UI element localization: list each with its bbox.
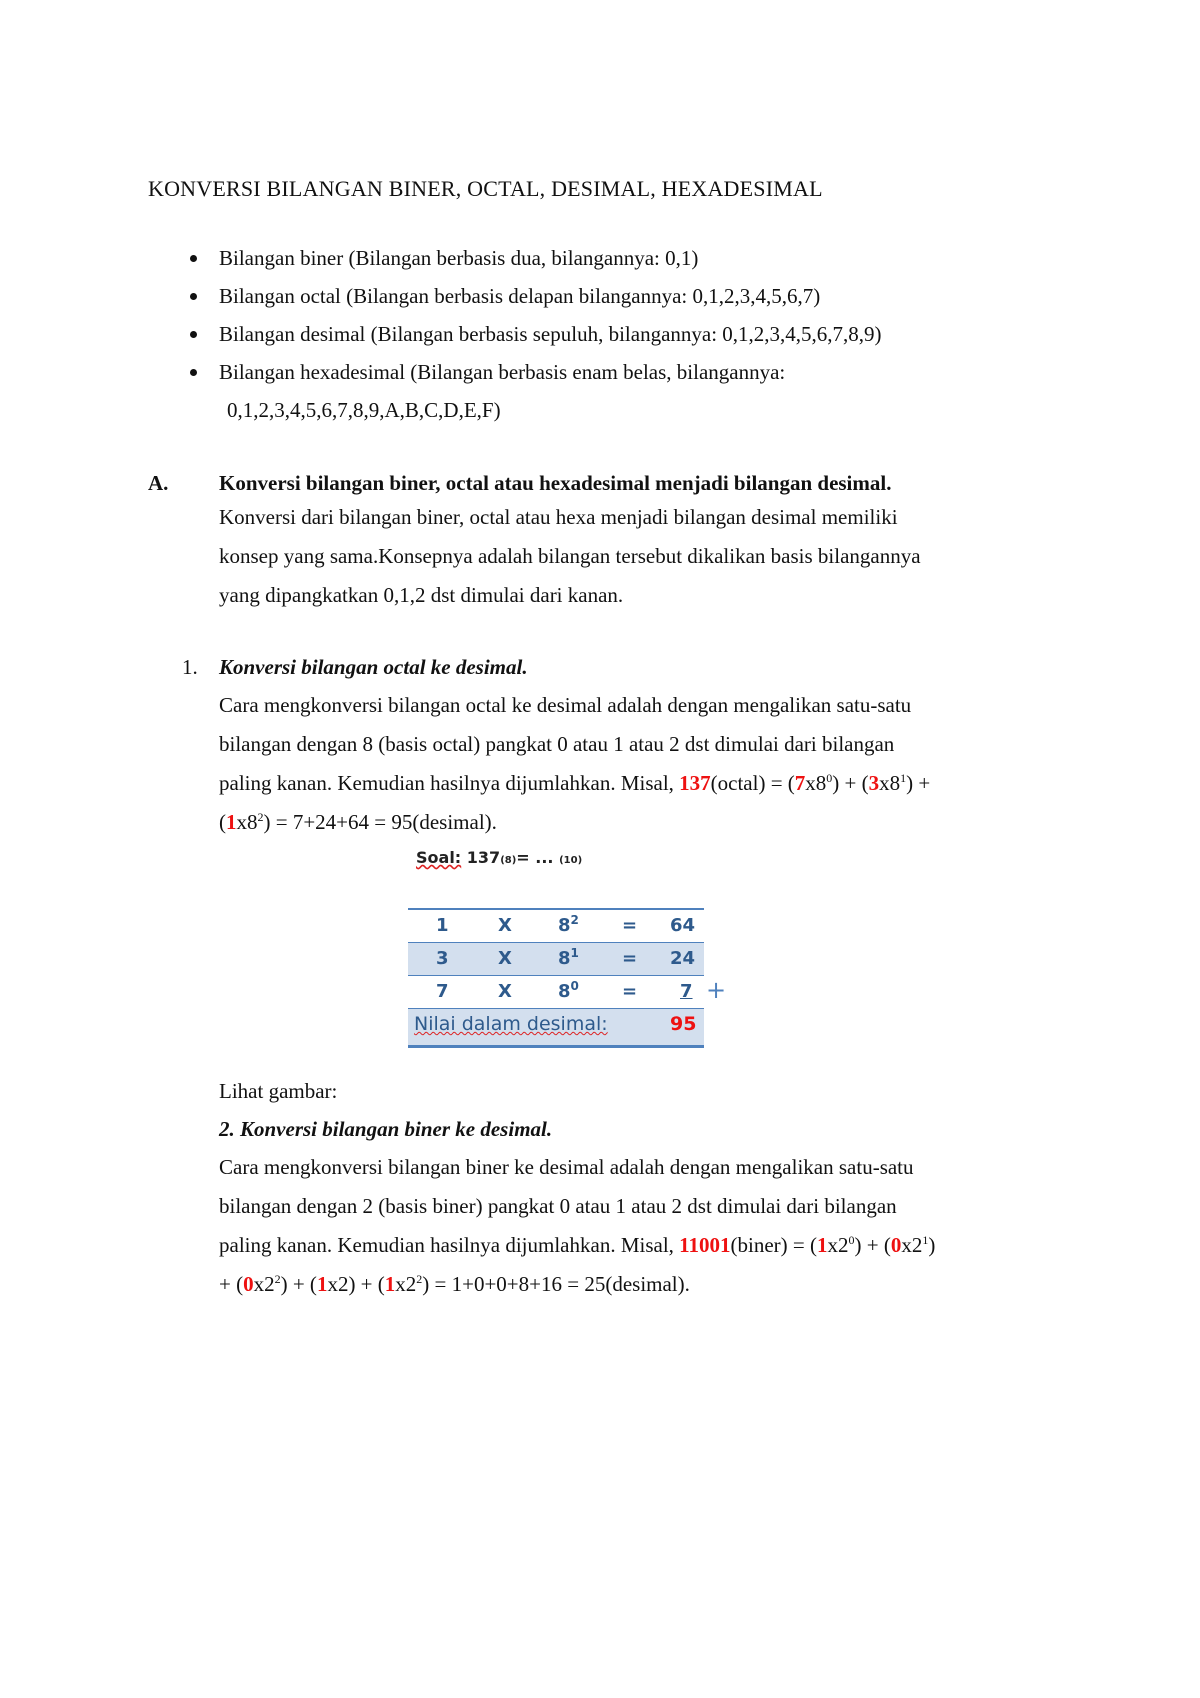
paragraph-line: bilangan dengan 2 (basis biner) pangkat 0 atau 1 atau 2 dst dimulai dari bilangan (219, 1194, 897, 1218)
paragraph-line: Cara mengkonversi bilangan octal ke desimal adalah dengan mengalikan satu-satu (219, 693, 912, 717)
total-row (408, 1008, 704, 1046)
conversion-table (408, 908, 727, 1048)
paragraph-line: Cara mengkonversi bilangan biner ke desimal adalah dengan mengalikan satu-satu (219, 1155, 914, 1179)
item-2-body (219, 1148, 1079, 1304)
paragraph-line: yang dipangkatkan 0,1,2 dst dimulai dari kanan. (219, 583, 624, 607)
bullet-icon (190, 331, 197, 338)
octal-conversion-figure (408, 848, 727, 1048)
list-item-continuation: 0,1,2,3,4,5,6,7,8,9,A,B,C,D,E,F) (227, 398, 501, 422)
number-system-list (190, 244, 882, 424)
paragraph-line: $(1x8^2) = 7+24+64$ = 95(desimal). (219, 810, 497, 834)
bullet-icon (190, 293, 197, 300)
total-value: 95 (670, 1013, 697, 1035)
paragraph-line: paling kanan. Kemudian hasilnya dijumlahkan. Misal, 11001(biner) = $(1x2^0) + (0x2^1)$ (219, 1233, 936, 1257)
paragraph-line: Konversi dari bilangan biner, octal atau hexa menjadi bilangan desimal memiliki (219, 505, 898, 529)
item-1-body (219, 686, 1079, 842)
section-a-body (219, 498, 1069, 615)
example-number: 137 (679, 771, 711, 795)
paragraph-line: + $(0x2^2) + (1x2) + (1x2^2) = 1+0+0+8+16$ = 25(desimal). (219, 1272, 690, 1296)
page-title: KONVERSI BILANGAN BINER, OCTAL, DESIMAL, HEXADESIMAL (148, 176, 823, 201)
bullet-icon (190, 255, 197, 262)
item-2-heading: 2. Konversi bilangan biner ke desimal. (219, 1117, 553, 1141)
list-item: Bilangan hexadesimal (Bilangan berbasis enam belas, bilangannya: 0,1,2,3,4,5,6,7,8,9,A,B,C,D,E,F) (190, 358, 882, 424)
table-row: 3 X $8^1$ = 24 (408, 942, 704, 976)
bullet-icon (190, 369, 197, 376)
list-item: Bilangan biner (Bilangan berbasis dua, bilangannya: 0,1) (190, 244, 882, 282)
list-item: Bilangan octal (Bilangan berbasis delapan bilangannya: 0,1,2,3,4,5,6,7) (190, 282, 882, 320)
table-row: 7 X $8^0$ = 7 + (436, 976, 727, 1004)
figure-question: Soal: 137(8)= ... (10) (416, 848, 583, 867)
item-1-heading: Konversi bilangan octal ke desimal. (219, 655, 528, 679)
plus-sign: + (706, 976, 727, 1004)
table-row: 1 X $8^2$ = 64 (436, 913, 696, 936)
paragraph-line: paling kanan. Kemudian hasilnya dijumlahkan. Misal, 137(octal) = $(7x8^0) + (3x8^1)$ + (219, 771, 931, 795)
section-a-heading: Konversi bilangan biner, octal atau hexadesimal menjadi bilangan desimal. (219, 471, 892, 495)
item-1-marker: 1. (182, 655, 198, 679)
section-a-marker: A. (148, 471, 169, 495)
total-label: Nilai dalam desimal: (414, 1013, 608, 1035)
paragraph-line: bilangan dengan 8 (basis octal) pangkat 0 atau 1 atau 2 dst dimulai dari bilangan (219, 732, 895, 756)
example-number: 11001 (679, 1233, 731, 1257)
see-figure-text: Lihat gambar: (219, 1079, 338, 1103)
paragraph-line: konsep yang sama.Konsepnya adalah bilangan tersebut dikalikan basis bilangannya (219, 544, 921, 568)
list-item: Bilangan desimal (Bilangan berbasis sepuluh, bilangannya: 0,1,2,3,4,5,6,7,8,9) (190, 320, 882, 358)
